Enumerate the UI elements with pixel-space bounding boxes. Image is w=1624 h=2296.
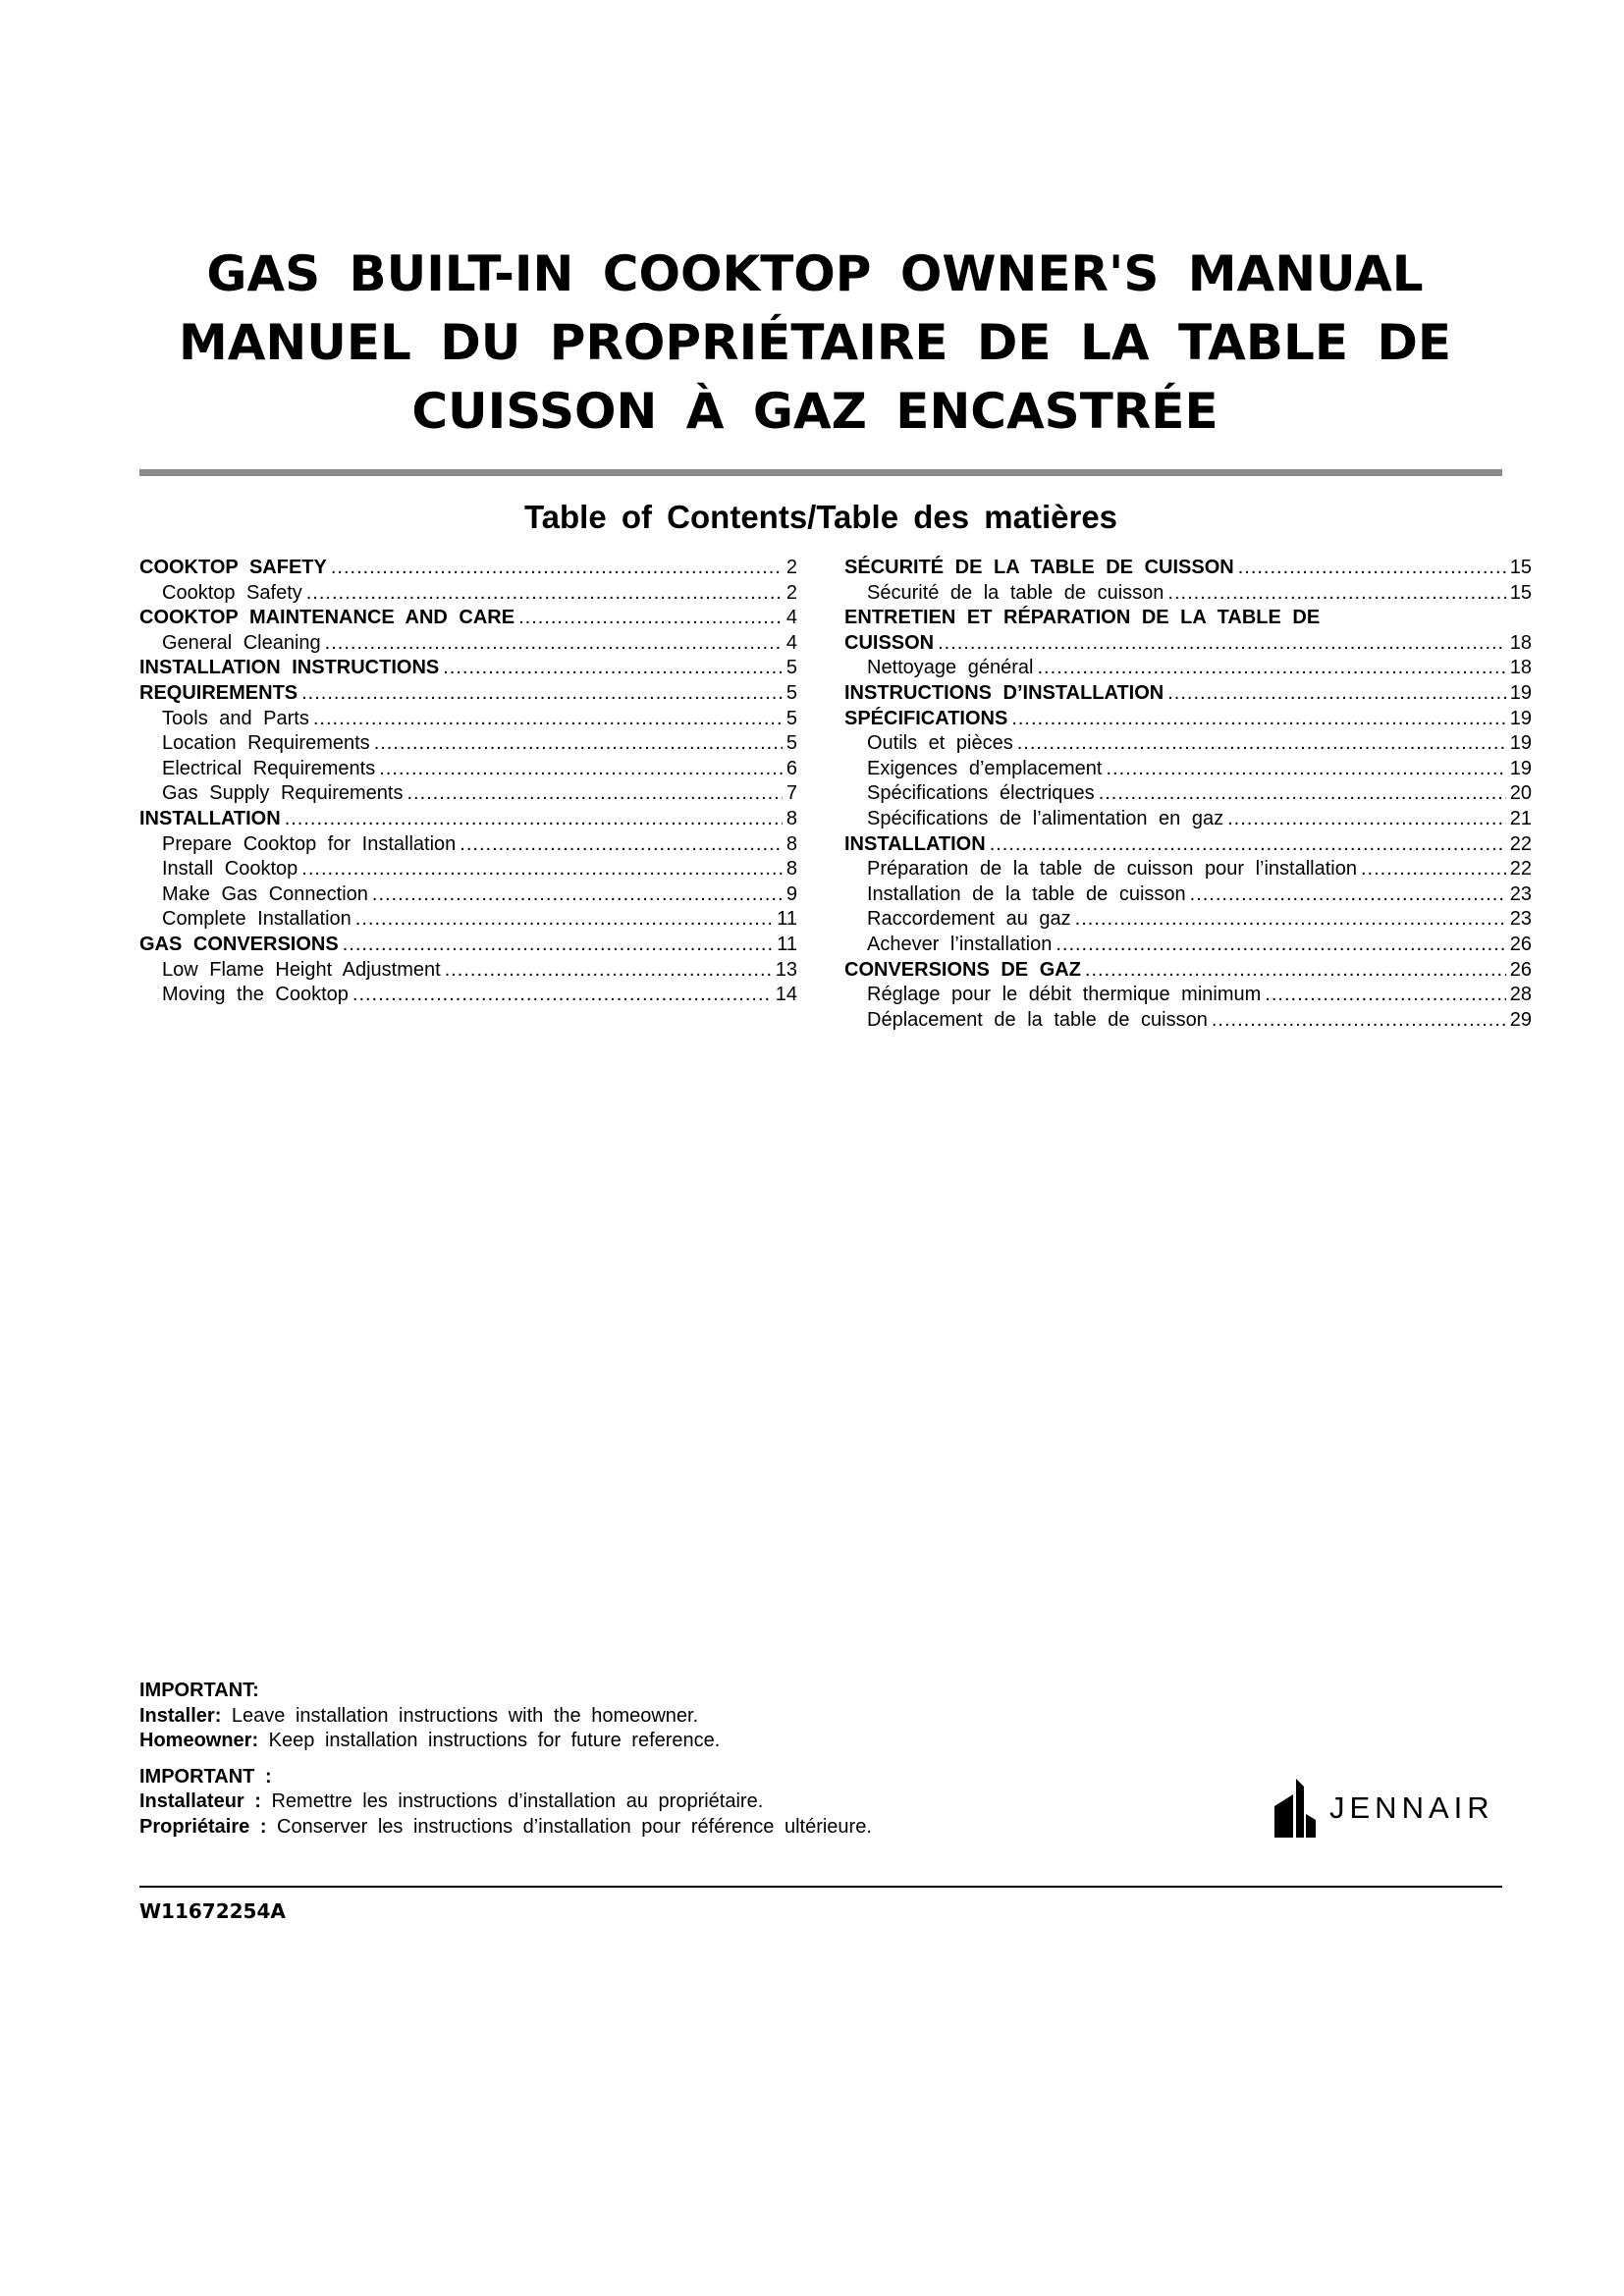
toc-entry[interactable] — [139, 832, 797, 858]
toc-dot-leader — [1017, 731, 1506, 757]
toc-entry-page: 5 — [785, 681, 797, 704]
toc-entry-page: 28 — [1509, 984, 1532, 1006]
toc-dot-leader — [352, 983, 772, 1008]
installateur-text: Remettre les instructions d’installation au propriétaire. — [260, 1790, 764, 1812]
toc-entry-label: Cooktop Safety — [162, 581, 302, 604]
toc-entry-label: Make Gas Connection — [162, 882, 368, 905]
toc-entry-label: CONVERSIONS DE GAZ — [844, 958, 1081, 981]
toc-dot-leader — [938, 631, 1506, 657]
homeowner-label: Homeowner: — [139, 1730, 259, 1751]
toc-dot-leader — [301, 857, 783, 882]
toc-entry[interactable] — [139, 707, 797, 732]
toc-dot-leader — [443, 656, 783, 681]
toc-entry[interactable] — [139, 757, 797, 782]
toc-dot-leader — [313, 707, 783, 732]
footer-divider — [139, 1886, 1502, 1888]
toc-entry[interactable] — [844, 681, 1532, 707]
toc-dot-leader — [1106, 757, 1505, 782]
toc-entry-label: INSTALLATION — [139, 807, 281, 829]
toc-entry-label: Déplacement de la table de cuisson — [867, 1008, 1208, 1031]
toc-entry-page: 23 — [1509, 908, 1532, 931]
toc-dot-leader — [1099, 781, 1506, 807]
installer-text: Leave installation instructions with the homeowner. — [221, 1704, 699, 1727]
toc-dot-leader — [1085, 958, 1506, 984]
toc-entry[interactable] — [139, 781, 797, 807]
toc-dot-leader — [374, 731, 783, 757]
brand-name: JENNAIR — [1329, 1790, 1494, 1825]
toc-dot-leader — [1075, 907, 1506, 933]
toc-entry[interactable] — [844, 933, 1532, 958]
toc-entry-page: 19 — [1509, 757, 1532, 779]
toc-entry[interactable] — [844, 581, 1532, 607]
toc-entry-page: 18 — [1509, 631, 1532, 654]
toc-dot-leader — [1190, 882, 1506, 908]
toc-entry[interactable] — [139, 606, 797, 631]
toc-entry[interactable] — [139, 958, 797, 984]
toc-entry-label: Sécurité de la table de cuisson — [867, 581, 1164, 604]
toc-entry-label: Installation de la table de cuisson — [867, 882, 1186, 905]
toc-entry[interactable] — [139, 631, 797, 657]
toc-entry[interactable] — [844, 857, 1532, 882]
toc-entry-label: Tools and Parts — [162, 707, 309, 729]
toc-entry-page: 15 — [1509, 581, 1532, 604]
toc-entry-page: 11 — [777, 908, 797, 931]
toc-entry[interactable] — [844, 958, 1532, 984]
toc-entry[interactable] — [139, 857, 797, 882]
toc-dot-leader — [1361, 857, 1506, 882]
toc-entry-page: 13 — [775, 958, 797, 981]
toc-entry-page: 4 — [785, 631, 797, 654]
toc-entry[interactable] — [139, 882, 797, 908]
toc-column-english — [139, 556, 797, 1008]
title-line-french-1: MANUEL DU PROPRIÉTAIRE DE LA TABLE DE — [178, 314, 1452, 371]
proprietaire-text: Conserver les instructions d’installation pour référence ultérieure. — [266, 1815, 872, 1838]
toc-entry-label: Moving the Cooktop — [162, 984, 349, 1006]
toc-entry-page: 4 — [785, 607, 797, 629]
toc-dot-leader — [331, 556, 783, 581]
toc-entry-label: Gas Supply Requirements — [162, 782, 404, 805]
toc-entry-label: Install Cooktop — [162, 858, 298, 881]
toc-dot-leader — [1056, 933, 1505, 958]
toc-entry-page: 22 — [1509, 858, 1532, 881]
toc-entry-label: Réglage pour le débit thermique minimum — [867, 984, 1262, 1006]
toc-entry-page: 23 — [1509, 882, 1532, 905]
toc-entry[interactable] — [844, 1008, 1532, 1034]
toc-heading: Table of Contents/Table des matières — [523, 499, 1118, 535]
toc-entry-label: ENTRETIEN ET RÉPARATION DE LA TABLE DE — [844, 607, 1321, 629]
toc-entry[interactable] — [844, 757, 1532, 782]
toc-dot-leader — [1167, 581, 1505, 607]
toc-dot-leader — [1265, 983, 1505, 1008]
toc-entry-page: 19 — [1509, 681, 1532, 704]
toc-entry-label: Exigences d’emplacement — [867, 757, 1103, 779]
toc-entry-label: Raccordement au gaz — [867, 908, 1071, 931]
toc-entry-page: 5 — [785, 732, 797, 755]
title-divider — [139, 469, 1502, 476]
toc-dot-leader — [1227, 807, 1506, 832]
toc-dot-leader — [1011, 707, 1505, 732]
toc-dot-leader — [343, 933, 774, 958]
toc-dot-leader — [1238, 556, 1506, 581]
document-number: W11672254A — [139, 1899, 286, 1923]
toc-entry[interactable] — [139, 556, 797, 581]
toc-entry-label: INSTALLATION INSTRUCTIONS — [139, 657, 440, 679]
toc-entry[interactable] — [844, 983, 1532, 1008]
toc-dot-leader — [518, 606, 783, 631]
toc-entry-page: 29 — [1509, 1008, 1532, 1031]
toc-dot-leader — [1037, 656, 1505, 681]
proprietaire-label: Propriétaire : — [139, 1815, 267, 1838]
toc-dot-leader — [990, 832, 1506, 858]
toc-dot-leader — [285, 807, 783, 832]
toc-entry-label: Low Flame Height Adjustment — [162, 958, 441, 981]
toc-entry[interactable] — [844, 731, 1532, 757]
toc-entry-page: 5 — [785, 657, 797, 679]
manual-title — [137, 240, 1492, 446]
toc-entry-page: 11 — [777, 933, 797, 955]
jennair-logo — [1274, 1779, 1494, 1838]
toc-dot-leader — [325, 631, 783, 657]
toc-entry-label: Spécifications électriques — [867, 782, 1095, 805]
toc-entry-page: 5 — [785, 707, 797, 729]
toc-entry-label: Location Requirements — [162, 732, 370, 755]
toc-entry[interactable] — [844, 606, 1532, 631]
toc-entry[interactable] — [139, 907, 797, 933]
important-english — [139, 1679, 1121, 1754]
title-line-french-2: CUISSON À GAZ ENCASTRÉE — [411, 383, 1218, 440]
toc-entry-label: COOKTOP MAINTENANCE AND CARE — [139, 607, 515, 629]
toc-dot-leader — [1212, 1008, 1506, 1034]
toc-entry[interactable] — [844, 656, 1532, 681]
toc-entry[interactable] — [844, 781, 1532, 807]
toc-entry[interactable] — [139, 731, 797, 757]
installer-label: Installer: — [139, 1704, 222, 1727]
toc-entry-page: 8 — [785, 832, 797, 855]
toc-entry-page: 2 — [785, 581, 797, 604]
toc-dot-leader — [460, 832, 783, 858]
toc-entry-page: 19 — [1509, 707, 1532, 729]
toc-entry[interactable] — [139, 656, 797, 681]
toc-entry-label: Préparation de la table de cuisson pour l’installation — [867, 858, 1357, 881]
toc-entry-page: 26 — [1509, 933, 1532, 955]
toc-entry[interactable] — [844, 832, 1532, 858]
toc-entry-page: 20 — [1509, 782, 1532, 805]
toc-dot-leader — [372, 882, 783, 908]
toc-dot-leader — [306, 581, 783, 607]
toc-entry-label: COOKTOP SAFETY — [139, 557, 327, 578]
toc-entry[interactable] — [844, 882, 1532, 908]
toc-entry[interactable] — [844, 807, 1532, 832]
toc-entry-page: 8 — [785, 807, 797, 829]
toc-entry[interactable] — [844, 556, 1532, 581]
toc-entry[interactable] — [844, 907, 1532, 933]
toc-column-french — [844, 556, 1532, 1033]
toc-entry-label: Prepare Cooktop for Installation — [162, 832, 457, 855]
toc-entry-label: Spécifications de l’alimentation en gaz — [867, 807, 1224, 829]
toc-entry-label: General Cleaning — [162, 631, 321, 654]
toc-entry-page: 21 — [1509, 807, 1532, 829]
toc-entry-page: 14 — [775, 984, 797, 1006]
important-notice — [139, 1679, 1121, 1850]
toc-entry[interactable] — [139, 581, 797, 607]
toc-entry-page: 18 — [1509, 657, 1532, 679]
toc-entry-label: GAS CONVERSIONS — [139, 933, 339, 955]
toc-entry-page: 26 — [1509, 958, 1532, 981]
toc-entry-label: Complete Installation — [162, 908, 352, 931]
toc-entry-page: 22 — [1509, 832, 1532, 855]
toc-dot-leader — [379, 757, 783, 782]
installateur-label: Installateur : — [139, 1790, 261, 1812]
toc-entry[interactable] — [139, 933, 797, 958]
toc-dot-leader — [301, 681, 783, 707]
toc-dot-leader — [1167, 681, 1506, 707]
important-heading-en: IMPORTANT: — [139, 1680, 259, 1701]
toc-entry-page: 15 — [1509, 557, 1532, 578]
important-heading-fr: IMPORTANT : — [139, 1765, 272, 1788]
toc-entry-label: SPÉCIFICATIONS — [844, 707, 1008, 729]
toc-entry-label: Nettoyage général — [867, 657, 1034, 679]
toc-entry-label: Outils et pièces — [867, 732, 1013, 755]
toc-entry[interactable] — [844, 631, 1532, 657]
homeowner-text: Keep installation instructions for future reference. — [258, 1730, 721, 1751]
toc-dot-leader — [445, 958, 772, 984]
toc-entry-label: INSTRUCTIONS D’INSTALLATION — [844, 681, 1164, 704]
toc-entry[interactable] — [844, 707, 1532, 732]
toc-entry-label: Electrical Requirements — [162, 757, 376, 779]
toc-entry[interactable] — [139, 983, 797, 1008]
toc-entry-page: 19 — [1509, 732, 1532, 755]
toc-entry-label: Achever l’installation — [867, 933, 1053, 955]
toc-entry[interactable] — [139, 681, 797, 707]
toc-entry-label: REQUIREMENTS — [139, 681, 298, 704]
toc-entry-page: 9 — [785, 882, 797, 905]
important-french — [139, 1765, 1121, 1841]
toc-dot-leader — [406, 781, 782, 807]
toc-entry-page: 2 — [785, 557, 797, 578]
title-line-english: GAS BUILT-IN COOKTOP OWNER'S MANUAL — [206, 245, 1424, 302]
toc-entry-page: 8 — [785, 858, 797, 881]
toc-entry-label: SÉCURITÉ DE LA TABLE DE CUISSON — [844, 557, 1234, 578]
jennair-flame-icon — [1274, 1779, 1316, 1838]
toc-dot-leader — [355, 907, 773, 933]
toc-entry[interactable] — [139, 807, 797, 832]
toc-entry-page: 6 — [785, 757, 797, 779]
toc-entry-label: INSTALLATION — [844, 832, 986, 855]
toc-entry-label: CUISSON — [844, 631, 935, 654]
toc-entry-page: 7 — [785, 782, 797, 805]
